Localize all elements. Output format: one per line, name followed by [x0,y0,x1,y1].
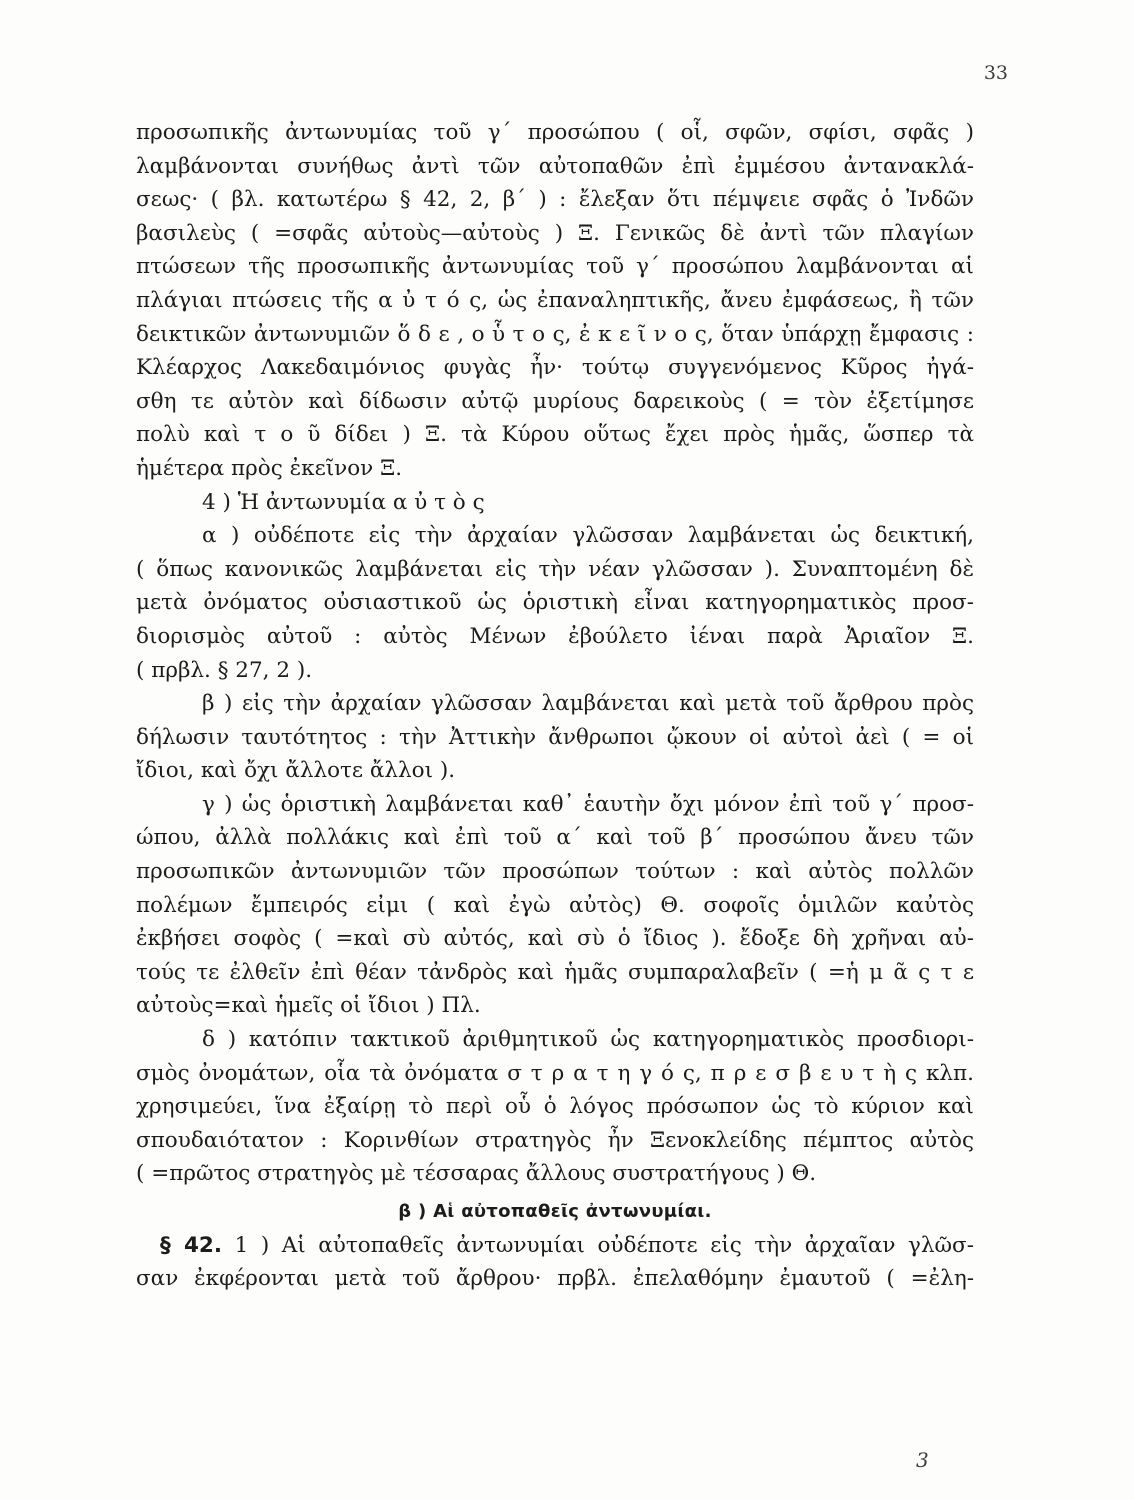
body-text [136,116,974,1296]
text-line: προσωπικῆς ἀντωνυμίας τοῦ γ΄ προσώπου ( οἷ, σφῶν, σφίσι, σφᾶς ) [136,120,974,145]
text-line: γ ) ὡς ὁριστικὴ λαμβάνεται καθ᾽ ἑαυτὴν ὄχι μόνον ἐπὶ τοῦ γ΄ προσ- [202,791,974,817]
text-line: ἴδιοι, καὶ ὄχι ἄλλοτε ἄλλοι ). [136,758,456,784]
text-line: χρησιμεύει, ἵνα ἐξαίρῃ τὸ περὶ οὗ ὁ λόγος πρόσωπον ὡς τὸ κύριον καὶ [136,1094,974,1120]
text-line: αὐτοὺς=καὶ ἡμεῖς οἱ ἴδιοι ) Πλ. [136,993,481,1019]
text-line: τούς τε ἐλθεῖν ἐπὶ θέαν τἀνδρὸς καὶ ἡμᾶς συμπαραλαβεῖν ( =ἡ μ ᾶ ς τ ε [136,959,974,985]
text-line: πολὺ καὶ τ ο ῦ δίδει ) Ξ. τὰ Κύρου οὕτως ἔχει πρὸς ἡμᾶς, ὥσπερ τὰ [136,422,974,448]
text-line: ( ὅπως κανονικῶς λαμβάνεται εἰς τὴν νέαν γλῶσσαν ). Συναπτομένη δὲ [136,556,974,582]
text-line: δήλωσιν ταυτότητος : τὴν Ἀττικὴν ἄνθρωποι ᾤκουν οἱ αὐτοὶ ἀεὶ ( = οἱ [136,724,974,750]
text-line: βασιλεὺς ( =σφᾶς αὐτοὺς—αὐτοὺς ) Ξ. Γενικῶς δὲ ἀντὶ τῶν πλαγίων [136,220,974,246]
text-line: δεικτικῶν ἀντωνυμιῶν ὅ δ ε , ο ὗ τ ο ς, ἐ κ ε ῖ ν ο ς, ὅταν ὑπάρχῃ ἔμφασις : [136,321,974,347]
text-line: δ ) κατόπιν τακτικοῦ ἀριθμητικοῦ ὡς κατηγορηματικὸς προσδιορι- [202,1027,974,1053]
text-line: σθη τε αὐτὸν καὶ δίδωσιν αὐτῷ μυρίους δαρεικοὺς ( = τὸν ἐξετίμησε [136,388,974,414]
text-line: σμὸς ὀνομάτων, οἷα τὰ ὀνόματα σ τ ρ α τ η γ ό ς, π ρ ε σ β ε υ τ ὴ ς κλπ. [136,1060,974,1086]
text-line: σπουδαιότατον : Κορινθίων στρατηγὸς ἦν Ξενοκλείδης πέμπτος αὐτὸς [136,1127,974,1153]
text-line: ώπου, ἀλλὰ πολλάκις καὶ ἐπὶ τοῦ α΄ καὶ τοῦ β΄ προσώπου ἄνευ τῶν [136,825,974,851]
text-line: μετὰ ὀνόματος οὐσιαστικοῦ ὡς ὁριστικὴ εἶναι κατηγορηματικὸς προσ- [136,590,974,616]
section-text: 1 ) Αἱ αὐτοπαθεῖς ἀντωνυμίαι οὐδέποτε εἰς τὴν ἀρχαῖαν γλῶσ- [234,1232,974,1258]
text-line: σαν ἐκφέρονται μετὰ τοῦ ἄρθρου· πρβλ. ἐπελαθόμην ἐμαυτοῦ ( =ἐλη- [136,1266,974,1292]
text-line: σεως· ( βλ. κατωτέρω § 42, 2, β΄ ) : ἔλεξαν ὅτι πέμψειε σφᾶς ὁ Ἰνδῶν [136,187,974,213]
text-line: διορισμὸς αὐτοῦ : αὐτὸς Μένων ἐβούλετο ἰέναι παρὰ Ἀριαῖον Ξ. [136,623,974,649]
text-line: λαμβάνονται συνήθως ἀντὶ τῶν αὐτοπαθῶν ἐπὶ ἐμμέσου ἀντανακλά- [136,153,974,179]
text-line: β ) εἰς τὴν ἀρχαίαν γλῶσσαν λαμβάνεται καὶ μετὰ τοῦ ἄρθρου πρὸς [202,691,974,717]
text-line: ( πρβλ. § 27, 2 ). [136,657,313,683]
section-number: § 42. [160,1232,223,1258]
text-line: Κλέαρχος Λακεδαιμόνιος φυγὰς ἦν· τούτῳ συγγενόμενος Κῦρος ἠγά- [136,355,974,381]
text-line: ( =πρῶτος στρατηγὸς μὲ τέσσαρας ἄλλους συστρατήγους ) Θ. [136,1161,817,1187]
text-line: ἐκβήσει σοφὸς ( =καὶ σὺ αὐτός, καὶ σὺ ὁ ἴδιος ). ἔδοξε δὴ χρῆναι αὐ- [136,926,974,952]
section-heading: β ) Αἱ αὐτοπαθεῖς ἀντωνυμίαι. [398,1201,712,1222]
section-line [136,1229,974,1263]
text-line: πτώσεων τῆς προσωπικῆς ἀντωνυμίας τοῦ γ΄ προσώπου λαμβάνονται αἱ [136,254,974,280]
text-line: προσωπικῶν ἀντωνυμιῶν τῶν προσώπων τούτων : καὶ αὐτὸς πολλῶν [136,859,974,885]
subsection-title: 4 ) Ἡ ἀντωνυμία α ὐ τ ὸ ς [202,489,485,515]
page-number: 33 [983,62,1008,84]
text-line: πλάγιαι πτώσεις τῆς α ὐ τ ό ς, ὡς ἐπαναληπτικῆς, ἄνευ ἐμφάσεως, ἢ τῶν [136,287,974,313]
text-line: α ) οὐδέποτε εἰς τὴν ἀρχαίαν γλῶσσαν λαμβάνεται ὡς δεικτική, [202,523,974,549]
text-line: πολέμων ἔμπειρός εἰμι ( καὶ ἐγὼ αὐτὸς) Θ. σοφοῖς ὁμιλῶν καὐτὸς [136,892,974,918]
signature-mark: 3 [916,1448,929,1472]
text-line: ἡμέτερα πρὸς ἐκεῖνον Ξ. [136,455,403,481]
